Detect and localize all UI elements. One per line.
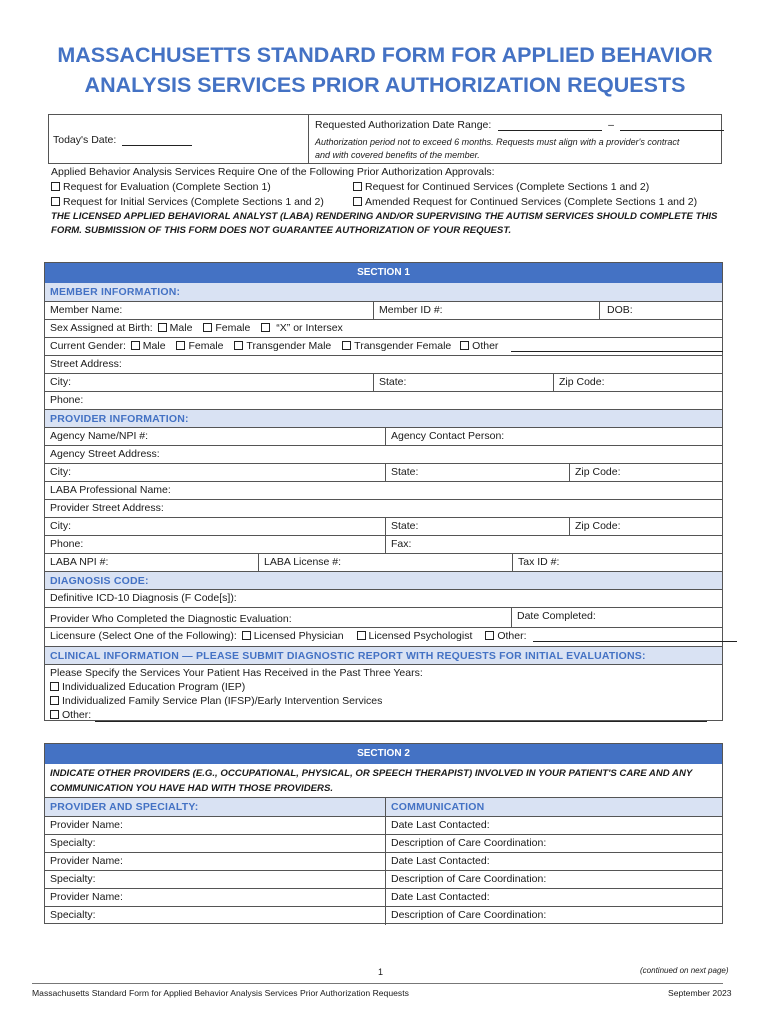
section-2-heading: SECTION 2 [45, 744, 722, 764]
laba-ids-row [45, 553, 722, 571]
other-provider-row-3 [45, 852, 722, 870]
agency-name-field[interactable]: Agency Name/NPI #: [50, 430, 149, 442]
gender-label: Current Gender: [50, 340, 126, 352]
dob-field[interactable] [599, 302, 724, 319]
checkbox-icon[interactable] [342, 341, 351, 350]
provider-name-field[interactable]: Provider Name: [50, 855, 123, 867]
provider-info-header [45, 409, 722, 427]
agency-city-field[interactable]: City: [50, 466, 71, 478]
specialty-field[interactable]: Specialty: [50, 909, 96, 921]
checkbox-icon[interactable] [50, 696, 59, 705]
date-range-label: Requested Authorization Date Range: [315, 119, 492, 131]
svc-iep[interactable] [50, 680, 724, 694]
checkbox-icon[interactable] [158, 323, 167, 332]
indicate-line-2: COMMUNICATION YOU HAVE HAD WITH THOSE PROVIDERS. [50, 782, 334, 794]
warning-line-1: THE LICENSED APPLIED BEHAVIORAL ANALYST (LABA) RENDERING AND/OR SUPERVISING THE AUTISM SERVICES SHOULD COMPLETE THIS [51, 211, 718, 222]
care-coordination-field[interactable]: Description of Care Coordination: [385, 907, 724, 925]
tax-id-field[interactable]: Tax ID #: [512, 554, 724, 571]
note-line-2: and with covered benefits of the member. [315, 150, 480, 160]
lic-other-line[interactable] [533, 632, 737, 642]
warning-line-2: FORM. SUBMISSION OF THIS FORM DOES NOT GUARANTEE AUTHORIZATION OF YOUR REQUEST. [51, 225, 512, 236]
opt-continued[interactable] [353, 180, 649, 195]
date-completed-field[interactable]: Date Completed: [511, 608, 724, 627]
care-coordination-field[interactable]: Description of Care Coordination: [385, 871, 724, 888]
svc-ifsp[interactable] [50, 694, 724, 708]
note-line-1: Authorization period not to exceed 6 months. Requests must align with a provider's contract [315, 137, 680, 147]
phone-field[interactable]: Phone: [50, 394, 84, 406]
checkbox-icon[interactable] [353, 197, 362, 206]
gender-field [45, 338, 724, 355]
footer-form-name: Massachusetts Standard Form for Applied Behavior Analysis Services Prior Authorization Requests [32, 988, 409, 998]
member-name-field[interactable]: Member Name: [50, 304, 123, 316]
other-provider-row-6 [45, 906, 722, 925]
col-communication-label: COMMUNICATION [385, 798, 724, 816]
services-intro: Please Specify the Services Your Patient Has Received in the Past Three Years: [50, 667, 423, 679]
request-header-box [48, 114, 722, 164]
opt-amended-label: Amended Request for Continued Services (Complete Sections 1 and 2) [365, 196, 698, 208]
provider-phone-field[interactable]: Phone: [50, 538, 84, 550]
todays-date-line[interactable] [122, 136, 192, 146]
laba-warning [51, 210, 723, 238]
care-coordination-field[interactable]: Description of Care Coordination: [385, 835, 724, 852]
member-name-row [45, 301, 722, 319]
gender-other-line[interactable] [511, 342, 723, 352]
checkbox-icon[interactable] [353, 182, 362, 191]
date-range-field [315, 119, 724, 131]
other-provider-row-1 [45, 816, 722, 834]
provider-city-row [45, 517, 722, 535]
city-field[interactable]: City: [50, 376, 71, 388]
agency-state-field[interactable]: State: [385, 464, 569, 481]
gender-trans-female-label: Transgender Female [354, 340, 452, 352]
lic-psychologist-label: Licensed Psychologist [368, 630, 473, 642]
gender-female-label: Female [188, 340, 224, 352]
gender-row [45, 337, 722, 355]
gender-other-label: Other [472, 340, 499, 352]
member-info-label: MEMBER INFORMATION: [50, 286, 181, 298]
indicate-instructions [45, 764, 724, 797]
diagnosis-code-label: DIAGNOSIS CODE: [50, 575, 149, 587]
icd10-field[interactable]: Definitive ICD-10 Diagnosis (F Code[s]): [50, 592, 237, 604]
agency-row [45, 427, 722, 445]
svc-other-line[interactable] [95, 712, 707, 722]
col-provider-label: PROVIDER AND SPECIALTY: [50, 801, 199, 813]
todays-date-label: Today's Date: [53, 134, 117, 146]
section-2 [44, 743, 723, 924]
other-provider-row-4 [45, 870, 722, 888]
date-range-start-line[interactable] [498, 121, 602, 131]
agency-zip-field[interactable]: Zip Code: [569, 464, 724, 481]
state-field[interactable]: State: [373, 374, 553, 391]
date-range-separator: – [608, 119, 614, 131]
provider-state-field[interactable]: State: [385, 518, 569, 535]
specialty-field[interactable]: Specialty: [50, 873, 96, 885]
laba-name-row [45, 481, 722, 499]
diag-provider-field[interactable]: Provider Who Completed the Diagnostic Evaluation: [50, 613, 292, 625]
lic-physician-label: Licensed Physician [253, 630, 344, 642]
zip-field[interactable]: Zip Code: [553, 374, 724, 391]
date-last-contacted-field[interactable]: Date Last Contacted: [385, 817, 724, 834]
indicate-line-1: INDICATE OTHER PROVIDERS (E.G., OCCUPATIONAL, PHYSICAL, OR SPEECH THERAPIST) INVOLVED IN YOUR PATIENT'S CARE AND ANY [50, 768, 693, 779]
agency-street-row [45, 445, 722, 463]
opt-evaluation[interactable] [51, 181, 271, 193]
authorization-period-note [315, 136, 720, 162]
other-provider-row-2 [45, 834, 722, 852]
form-title [0, 40, 770, 100]
street-row [45, 355, 722, 373]
todays-date-field[interactable] [53, 134, 192, 146]
provider-name-field[interactable]: Provider Name: [50, 891, 123, 903]
date-last-contacted-field[interactable]: Date Last Contacted: [385, 889, 724, 906]
approval-options [51, 165, 723, 238]
laba-license-field[interactable]: LABA License #: [258, 554, 512, 571]
sex-female-label: Female [215, 322, 251, 334]
checkbox-icon[interactable] [460, 341, 469, 350]
approvals-intro: Applied Behavior Analysis Services Require One of the Following Prior Authorization Approvals: [51, 166, 495, 178]
licensure-field [45, 628, 724, 646]
provider-street-field[interactable]: Provider Street Address: [50, 502, 164, 514]
checkbox-icon[interactable] [203, 323, 212, 332]
svc-other-label: Other: [62, 709, 92, 721]
footer-divider [32, 983, 723, 984]
checkbox-icon[interactable] [50, 682, 59, 691]
form-title-line-2: ANALYSIS SERVICES PRIOR AUTHORIZATION REQUESTS [84, 73, 686, 97]
laba-name-field[interactable]: LABA Professional Name: [50, 484, 171, 496]
agency-street-field[interactable]: Agency Street Address: [50, 448, 160, 460]
indicate-row [45, 764, 722, 797]
diagnosis-header [45, 571, 722, 589]
other-provider-row-5 [45, 888, 722, 906]
services-field [45, 665, 724, 722]
provider-name-field[interactable]: Provider Name: [50, 819, 123, 831]
checkbox-icon[interactable] [176, 341, 185, 350]
svc-iep-label: Individualized Education Program (IEP) [62, 681, 246, 693]
provider-street-row [45, 499, 722, 517]
section-1 [44, 262, 723, 721]
svc-other[interactable] [50, 708, 724, 722]
svc-ifsp-label: Individualized Family Service Plan (IFSP)/Early Intervention Services [62, 695, 383, 707]
checkbox-icon[interactable] [485, 631, 494, 640]
clinical-info-label: CLINICAL INFORMATION — PLEASE SUBMIT DIAGNOSTIC REPORT WITH REQUESTS FOR INITIAL EVALUATIONS: [50, 650, 646, 662]
agency-contact-field[interactable]: Agency Contact Person: [385, 428, 724, 445]
diag-provider-row [45, 607, 722, 627]
section-1-heading: SECTION 1 [45, 263, 722, 283]
checkbox-icon[interactable] [50, 710, 59, 719]
licensure-row [45, 627, 722, 646]
opt-initial[interactable] [51, 196, 324, 208]
clinical-info-header [45, 646, 722, 664]
continued-note: (continued on next page) [640, 966, 729, 975]
icd10-row [45, 589, 722, 607]
form-title-line-1: MASSACHUSETTS STANDARD FORM FOR APPLIED BEHAVIOR [57, 43, 713, 67]
checkbox-icon[interactable] [51, 197, 60, 206]
provider-zip-field[interactable]: Zip Code: [569, 518, 724, 535]
member-info-header [45, 283, 722, 301]
specialty-field[interactable]: Specialty: [50, 837, 96, 849]
laba-npi-field[interactable]: LABA NPI #: [50, 556, 109, 568]
checkbox-icon[interactable] [261, 323, 270, 332]
sex-label: Sex Assigned at Birth: [50, 322, 153, 334]
gender-male-label: Male [142, 340, 166, 352]
opt-evaluation-label: Request for Evaluation (Complete Section 1) [63, 181, 271, 193]
gender-trans-male-label: Transgender Male [246, 340, 332, 352]
provider-fax-field[interactable]: Fax: [385, 536, 724, 553]
footer-date: September 2023 [668, 988, 732, 998]
page-number: 1 [378, 967, 384, 977]
date-range-end-line[interactable] [620, 121, 724, 131]
sex-x-label: “X” or Intersex [276, 322, 343, 334]
sex-male-label: Male [169, 322, 193, 334]
agency-city-row [45, 463, 722, 481]
checkbox-icon[interactable] [357, 631, 366, 640]
checkbox-icon[interactable] [131, 341, 140, 350]
city-row [45, 373, 722, 391]
opt-continued-label: Request for Continued Services (Complete Sections 1 and 2) [365, 181, 650, 193]
licensure-label: Licensure (Select One of the Following): [50, 630, 237, 642]
provider-phone-row [45, 535, 722, 553]
street-field[interactable]: Street Address: [50, 358, 122, 370]
lic-other-label: Other: [497, 630, 527, 642]
sex-field [45, 320, 343, 337]
checkbox-icon[interactable] [234, 341, 243, 350]
header-divider [308, 115, 309, 163]
checkbox-icon[interactable] [242, 631, 251, 640]
provider-city-field[interactable]: City: [50, 520, 71, 532]
member-id-field[interactable]: Member ID #: [373, 302, 599, 319]
checkbox-icon[interactable] [51, 182, 60, 191]
opt-amended[interactable] [353, 195, 697, 210]
provider-info-label: PROVIDER INFORMATION: [50, 413, 189, 425]
services-block [45, 664, 722, 722]
section-2-columns [45, 797, 722, 816]
phone-row [45, 391, 722, 409]
sex-row [45, 319, 722, 337]
opt-initial-label: Request for Initial Services (Complete Sections 1 and 2) [63, 196, 324, 208]
date-last-contacted-field[interactable]: Date Last Contacted: [385, 853, 724, 870]
dob-label: DOB: [607, 304, 633, 316]
